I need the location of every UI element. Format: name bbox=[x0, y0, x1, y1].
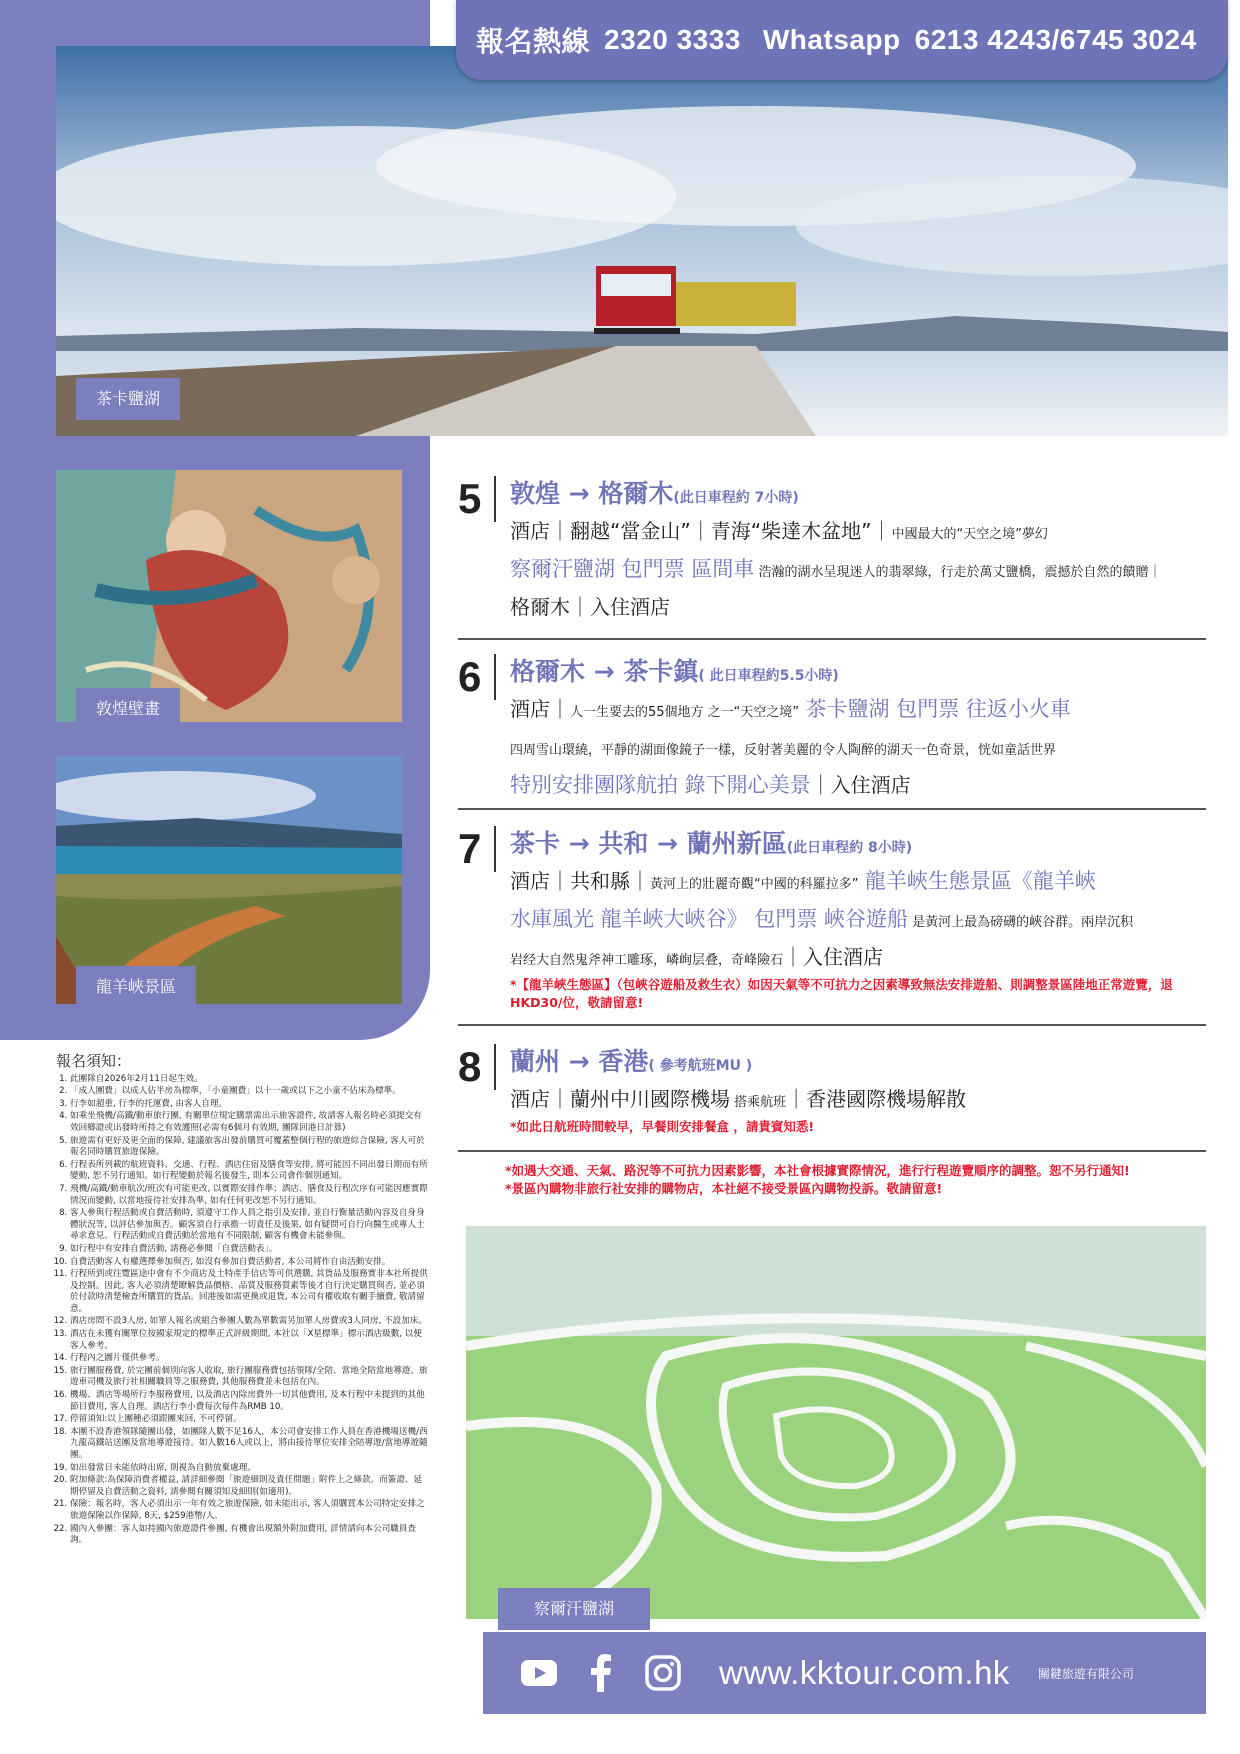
instagram-icon[interactable] bbox=[643, 1653, 683, 1693]
website-link[interactable]: www.kktour.com.hk bbox=[719, 1654, 1010, 1691]
divider bbox=[458, 638, 1206, 640]
company-name: 關鍵旅遊有限公司 bbox=[1037, 1666, 1134, 1681]
facebook-icon[interactable] bbox=[581, 1653, 621, 1693]
notes-list bbox=[56, 1074, 430, 1547]
line-text: 酒店｜ bbox=[510, 697, 570, 721]
caption-qarhan: 察爾汗鹽湖 bbox=[498, 1588, 650, 1630]
hotline-phone[interactable]: 2320 3333 bbox=[604, 24, 741, 55]
day-title bbox=[510, 826, 1208, 862]
line-highlight: 龍羊峽生態景區《龍羊峽 bbox=[864, 869, 1096, 893]
itinerary-day-7 bbox=[458, 826, 1208, 1016]
line-text: 酒店｜共和縣｜ bbox=[510, 869, 650, 893]
drive-time-note: ( 此日車程約5.5小時) bbox=[698, 668, 839, 684]
line-text: 格爾木｜入住酒店 bbox=[510, 595, 670, 619]
line-text: 酒店｜翻越“當金山”｜青海“柴達木盆地”｜ bbox=[510, 519, 892, 543]
warning-note: *如此日航班時間較早，早餐則安排餐盒 ，請貴賓知悉! bbox=[510, 1119, 815, 1134]
day-route: 敦煌 → 格爾木 bbox=[510, 479, 674, 508]
line-note: 是黃河上最為磅礴的峽谷群。兩岸沉积 bbox=[908, 915, 1134, 930]
note-item: 15. 旅行團服務費, 於完團前個別向客人收取, 旅行團服務費包括領隊/全陪、當地全陪當地導遊、旅遊車司機及旅行社相關職員等之服務費, 其他服務費並未包括在內。 bbox=[70, 1366, 430, 1389]
youtube-icon[interactable] bbox=[519, 1653, 559, 1693]
general-note: *如遇大交通、天氣、路況等不可抗力因素影響，本社會根據實際情況，進行行程遊覽順序的調整。恕不另行通知! bbox=[505, 1163, 1130, 1178]
drive-time-note: ( 參考航班MU ) bbox=[648, 1058, 753, 1074]
itinerary-day-5 bbox=[458, 476, 1208, 626]
day-line bbox=[510, 512, 1208, 550]
note-item: 16. 機場、酒店等場所行李服務費用, 以及酒店內除房費外一切其他費用, 及本行程中未提到的其他節目費用, 客人自理。酒店行李小費每次每件為RMB 10。 bbox=[70, 1390, 430, 1413]
note-item: 19. 如出發當日未能依時出席, 則視為自動放棄處理。 bbox=[70, 1463, 430, 1475]
qarhan-salt-lake-image bbox=[466, 1226, 1206, 1619]
line-note: 岩经大自然鬼斧神工雕琢，嶙峋层叠，奇峰險石 bbox=[510, 953, 784, 968]
warning-note: *【龍羊峽生態區】（包峽谷遊船及救生衣）如因天氣等不可抗力之因素導致無法安排遊船、則調整景區陸地正常遊覽，退HKD30/位，敬請留意! bbox=[510, 977, 1173, 1010]
note-item: 9. 如行程中有安排自費活動, 請務必參閱「自費活動表」。 bbox=[70, 1244, 430, 1256]
day-line bbox=[510, 862, 1208, 900]
line-highlight: 水庫風光 龍羊峽大峽谷》 包門票 峽谷遊船 bbox=[510, 907, 909, 931]
day-number: 6 bbox=[458, 654, 496, 700]
note-item: 14. 行程內之圖片僅供參考。 bbox=[70, 1353, 430, 1365]
note-item: 8. 客人參與行程活動或自費活動時, 須遵守工作人員之指引及安排, 並自行衡量活動內容及自身身體狀況等, 以評估參加與否。顧客須自行承擔一切責任及後果, 如有疑問可自行向醫生或專人士尋求意見。行程活動或自費活動於當地有不同限制, 顧客有機會未能參與。 bbox=[70, 1208, 430, 1243]
day-number: 5 bbox=[458, 476, 496, 522]
caption-chaka: 茶卡鹽湖 bbox=[76, 378, 180, 420]
caption-longyang: 龍羊峽景區 bbox=[76, 966, 196, 1008]
day-line bbox=[510, 1080, 1208, 1118]
day-number: 8 bbox=[458, 1044, 496, 1090]
chaka-lake-image bbox=[56, 46, 1228, 436]
note-item: 1. 此團隊自2026年2月11日起生效。 bbox=[70, 1074, 430, 1086]
note-item: 11. 行程所到或往覽區途中會有不少商店及土特產手信店等可供選購, 其貨品及服務實非本社所提供及控制。因此, 客人必須清楚瞭解貨品價格、品質及服務質素等後才自行決定購買與否, 並必須於付款時清楚檢查所購買的貨品。回港後如需更換或退貨, 本公司有權收取有關手續費, 敬請留意。 bbox=[70, 1269, 430, 1315]
note-item: 5. 旅遊需有更好及更全面的保障, 建議旅客出發前購買可覆蓋整個行程的旅遊綜合保險, 客人可於報名同時購買旅遊保險。 bbox=[70, 1136, 430, 1159]
note-item: 22. 國內入參團：客人如持國內旅遊證件參團, 有機會出現額外附加費用, 詳情請向本公司職員查詢。 bbox=[70, 1524, 430, 1547]
whatsapp-label: Whatsapp bbox=[762, 24, 901, 55]
day-line bbox=[510, 900, 1208, 938]
line-text: ｜香港國際機場解散 bbox=[786, 1087, 967, 1111]
general-note: *景區內購物非旅行社安排的購物店，本社絕不接受景區內購物投訴。敬請留意! bbox=[505, 1181, 943, 1196]
note-item: 12. 酒店房間不設3人房, 如單人報名或組合參團人數為單數需另加單人房費或3人同房, 不設加床。 bbox=[70, 1316, 430, 1328]
caption-dunhuang: 敦煌壁畫 bbox=[76, 688, 180, 730]
whatsapp-numbers[interactable]: 6213 4243/6745 3024 bbox=[914, 24, 1197, 55]
divider bbox=[458, 1024, 1206, 1026]
divider bbox=[458, 1150, 1206, 1152]
registration-notes bbox=[56, 1052, 430, 1548]
day-route: 格爾木 → 茶卡鎮 bbox=[510, 657, 699, 686]
note-item: 17. 停留須知:以上團種必須跟團來回, 不可停留。 bbox=[70, 1414, 430, 1426]
note-item: 20. 附加條款:為保障消費者權益, 請詳細參閱「旅遊細則及責任問題」附件上之條款。而簽證、延期停留及自費活動之資料, 請參閱有關須知及細則(如適用)。 bbox=[70, 1475, 430, 1498]
note-item: 13. 酒店在未獲有關單位按國家規定的標準正式評級期間, 本社以「X星標準」標示酒店級數, 以便客人參考。 bbox=[70, 1329, 430, 1352]
note-item: 2. 「成人團費」以成人佔半房為標準，「小童團費」以十一歲或以下之小童不佔床為標準。 bbox=[70, 1086, 430, 1098]
general-notes bbox=[505, 1162, 1205, 1198]
day-title bbox=[510, 476, 1208, 512]
line-highlight: 茶卡鹽湖 包門票 往返小火車 bbox=[805, 697, 1071, 721]
day-line bbox=[510, 728, 1208, 766]
line-highlight: 察爾汗鹽湖 包門票 區間車 bbox=[510, 557, 755, 581]
itinerary-day-8 bbox=[458, 1044, 1208, 1134]
line-text: ｜入住酒店 bbox=[783, 945, 884, 969]
drive-time-note: (此日車程約 7小時) bbox=[673, 490, 799, 506]
day-line bbox=[510, 766, 1208, 804]
day-line bbox=[510, 690, 1208, 728]
note-item: 10. 自費活動客人有權選擇參加與否, 如沒有參加自費活動者, 本公司將作自由活動安排。 bbox=[70, 1257, 430, 1269]
day-line bbox=[510, 588, 1208, 626]
photo-dunhuang bbox=[56, 470, 402, 722]
dunhuang-mural-image bbox=[56, 470, 402, 722]
day-route: 蘭州 → 香港 bbox=[510, 1047, 649, 1076]
day-number: 7 bbox=[458, 826, 496, 872]
drive-time-note: (此日車程約 8小時) bbox=[786, 840, 913, 856]
line-text: ｜入住酒店 bbox=[810, 773, 911, 797]
line-note: 黃河上的壯麗奇觀“中國的科羅拉多” bbox=[650, 877, 859, 892]
line-text: 酒店｜蘭州中川國際機場 bbox=[510, 1087, 730, 1111]
day-title bbox=[510, 654, 1208, 690]
note-item: 18. 本團不設香港領隊隨團出發，如團隊人數不足16人，本公司會安排工作人員在香港機場送機/西九龍高鐵站送團及當地導遊接待。如人數16人或以上，將由接待單位安排全陪導遊/當地導遊隨團。 bbox=[70, 1427, 430, 1462]
photo-qarhan bbox=[466, 1226, 1206, 1619]
line-note: 浩瀚的湖水呈現迷人的翡翠綠，行走於萬丈鹽橋，震撼於自然的饋贈｜ bbox=[754, 565, 1162, 580]
line-note: 搭乘航班 bbox=[730, 1095, 787, 1110]
hotline-label: 報名熱線 bbox=[476, 26, 591, 57]
day-route: 茶卡 → 共和 → 蘭州新區 bbox=[510, 829, 787, 858]
line-note: 中國最大的“天空之境”夢幻 bbox=[891, 527, 1048, 542]
note-item: 6. 行程表所列載的航班資料、交通、行程、酒店住宿及膳食等安排, 將可能因不同出發日期而有所變動, 恕不另行通知。如行程變動於報名後發生, 則本公司會作個別通知。 bbox=[70, 1160, 430, 1183]
line-highlight: 特別安排團隊航拍 錄下開心美景 bbox=[510, 773, 811, 797]
itinerary-day-6 bbox=[458, 654, 1208, 804]
note-item: 3. 行李如超重, 行李的托運費, 由客人自理。 bbox=[70, 1099, 430, 1111]
note-item: 21. 保險：報名時，客人必須出示一年有效之旅遊保險, 如未能出示, 客人須購買本公司特定安排之旅遊保險以作保障, 8天, $259港幣/人。 bbox=[70, 1499, 430, 1522]
divider bbox=[458, 808, 1206, 810]
hero-photo-chaka bbox=[56, 46, 1228, 436]
notes-heading: 報名須知： bbox=[56, 1052, 132, 1070]
note-item: 7. 飛機/高鐵/動車航次/班次有可能更改, 以實際安排作準；酒店、膳食及行程次序有可能因應實際情況而變動, 以當地接待社安排為準, 如有任何更改恕不另行通知。 bbox=[70, 1184, 430, 1207]
line-note: 四周雪山環繞，平靜的湖面像鏡子一樣，反射著美麗的令人陶醉的湖天一色奇景，恍如童話世界 bbox=[510, 743, 1057, 758]
footer-bar bbox=[483, 1632, 1206, 1714]
day-line bbox=[510, 550, 1208, 588]
day-title bbox=[510, 1044, 1208, 1080]
line-note: 人一生要去的55個地方 之一“天空之境” bbox=[570, 705, 800, 720]
note-item: 4. 如乘坐飛機/高鐵/動車旅行團, 有關單位規定購票需出示旅客證件, 故請客人報名時必須提交有效回鄉證或出發時所持之有效護照(必需有6個月有效期, 團隊回港日計算) bbox=[70, 1111, 430, 1134]
day-line bbox=[510, 938, 1208, 976]
hotline-banner bbox=[456, 0, 1228, 80]
